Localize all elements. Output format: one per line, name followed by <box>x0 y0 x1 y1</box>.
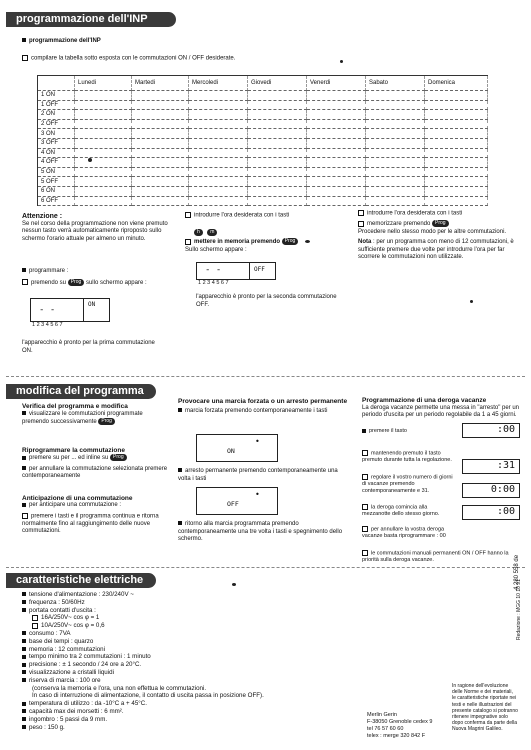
holiday-text: La deroga vacanze permette una messa in "arresto" per un periodo d'uscita per un periodo regolabile da 1 a 45 giorni. <box>362 404 520 418</box>
note-label: Nota <box>358 239 372 246</box>
bullet-icon <box>22 608 26 612</box>
forced-text3: ritorno alla marcia programmata premendo contemporaneamente una tre volta i tasti e spegnimento dello schermo. <box>178 521 343 542</box>
table-row <box>38 186 488 196</box>
col3-line2: memorizzare premendo <box>367 221 431 228</box>
bullet-icon <box>22 592 26 596</box>
characteristic-text: (conserva la memoria e l'ora, una non effettua le commutazioni. <box>32 684 207 692</box>
section-header-modifica: modifica del programma <box>6 384 156 399</box>
schedule-cell[interactable] <box>248 196 307 206</box>
checkbox-icon <box>185 212 191 218</box>
checkbox-icon <box>362 504 368 510</box>
schedule-cell[interactable] <box>132 186 189 196</box>
schedule-cell[interactable] <box>366 148 425 158</box>
schedule-cell[interactable] <box>366 129 425 139</box>
schedule-cell[interactable] <box>366 119 425 129</box>
attention-text: Se nel corso della programmazione non viene premuto nessun tasto verrà automaticamente riproposto sullo schermo l'orario attuale per almeno un minuto. <box>22 220 168 242</box>
bullet-icon <box>22 639 26 643</box>
schedule-cell[interactable] <box>75 177 132 187</box>
checkbox-icon <box>22 513 28 519</box>
schedule-cell[interactable] <box>75 119 132 129</box>
col2-step2 <box>185 238 350 254</box>
characteristic-item <box>22 646 352 654</box>
schedule-cell[interactable] <box>307 100 366 110</box>
checkbox-icon <box>362 450 368 456</box>
schedule-cell[interactable] <box>75 167 132 177</box>
col2-line3: Sullo schermo appare : <box>185 246 247 253</box>
schedule-cell[interactable] <box>307 138 366 148</box>
forced-title: Provocare una marcia forzata o un arresto permanente <box>178 398 348 405</box>
characteristic-text: memoria : 12 commutazioni <box>29 645 105 653</box>
schedule-cell[interactable] <box>425 138 488 148</box>
row-label: 5 ON <box>38 167 75 177</box>
day-header: Giovedi <box>248 76 307 91</box>
table-corner <box>38 76 75 91</box>
schedule-cell[interactable] <box>132 129 189 139</box>
characteristic-item <box>22 661 352 669</box>
schedule-cell[interactable] <box>366 138 425 148</box>
schedule-cell[interactable] <box>425 91 488 101</box>
schedule-cell[interactable] <box>132 196 189 206</box>
schedule-cell[interactable] <box>189 110 248 120</box>
schedule-cell[interactable] <box>189 91 248 101</box>
characteristic-item <box>22 599 352 607</box>
day-header: Sabato <box>366 76 425 91</box>
schedule-cell[interactable] <box>366 100 425 110</box>
attention-title: Attenzione : <box>22 213 63 220</box>
schedule-cell[interactable] <box>425 129 488 139</box>
characteristic-item <box>22 685 352 693</box>
characteristic-text: visualizzazione a cristalli liquidi <box>29 668 114 676</box>
bullet-icon <box>178 408 182 412</box>
address-line: Merlin Gerin <box>367 712 397 718</box>
characteristic-text: base dei tempi : quarzo <box>29 637 94 645</box>
holiday-step: premere il tasto <box>369 428 407 434</box>
col2-line1: introdurre l'ora desiderata con i tasti <box>194 212 290 219</box>
section-header-caratteristiche: caratteristiche elettriche <box>6 573 156 588</box>
prog-key-button[interactable]: Prog <box>98 418 115 425</box>
schedule-cell[interactable] <box>189 186 248 196</box>
schedule-cell[interactable] <box>248 158 307 168</box>
col3-line1: introdurre l'ora desiderata con i tasti <box>367 210 463 217</box>
side-code: Redazione : MGG 10 10 91 <box>516 579 522 640</box>
schedule-cell[interactable] <box>248 186 307 196</box>
schedule-cell[interactable] <box>248 177 307 187</box>
schedule-cell[interactable] <box>307 186 366 196</box>
holiday-title: Programmazione di una deroga vacanze <box>362 397 487 404</box>
lcd-state: ON <box>227 447 235 455</box>
schedule-cell[interactable] <box>425 148 488 158</box>
schedule-cell[interactable] <box>75 100 132 110</box>
forced-text3-wrap <box>178 521 348 544</box>
table-row <box>38 110 488 120</box>
verify-title: Verifica del programma e modifica <box>22 403 128 410</box>
characteristic-text: consumo : 7VA <box>29 629 71 637</box>
table-row <box>38 91 488 101</box>
schedule-cell[interactable] <box>366 186 425 196</box>
address-line: tel 76 57 60 60 <box>367 726 404 732</box>
characteristic-text: riserva di marcia : 100 ore <box>29 676 101 684</box>
characteristic-text: precisione : ± 1 secondo / 24 ore a 20°C. <box>29 661 142 669</box>
schedule-cell[interactable] <box>189 196 248 206</box>
characteristic-item <box>22 708 352 716</box>
lcd-state: OFF <box>227 500 239 508</box>
checkbox-icon <box>362 550 368 556</box>
address-line: F-38050 Grenoble cedex 9 <box>367 719 433 725</box>
characteristic-text: In caso di interruzione di alimentazione, il contatto di uscita passa in posizione OFF). <box>32 692 264 700</box>
bullet-icon <box>22 268 26 272</box>
schedule-cell[interactable] <box>425 110 488 120</box>
prog-key-button[interactable]: Prog <box>432 220 449 227</box>
schedule-cell[interactable] <box>425 196 488 206</box>
checkbox-icon <box>185 239 191 245</box>
hour-key-button[interactable]: h <box>194 229 203 236</box>
characteristic-item <box>22 607 352 615</box>
schedule-cell[interactable] <box>189 138 248 148</box>
bullet-icon <box>362 429 366 433</box>
schedule-table <box>37 75 488 206</box>
bullet-icon <box>22 717 26 721</box>
characteristic-text: ingombro : 5 passi da 9 mm. <box>29 715 108 723</box>
schedule-cell[interactable] <box>425 177 488 187</box>
checkbox-icon <box>358 210 364 216</box>
bullet-icon <box>22 38 26 42</box>
row-label: 3 ON <box>38 129 75 139</box>
day-header: Domenica <box>425 76 488 91</box>
schedule-cell[interactable] <box>425 119 488 129</box>
schedule-cell[interactable] <box>248 110 307 120</box>
bullet-icon <box>22 678 26 682</box>
lcd-days-2: 1 2 3 4 5 6 7 <box>198 280 229 286</box>
bullet-icon <box>22 466 26 470</box>
bullet-icon <box>22 670 26 674</box>
holiday-step: regolare il vostro numero di giorni di vacanze premendo contemporaneamente e 31. <box>362 474 453 495</box>
day-header: Venerdi <box>307 76 366 91</box>
lcd-dash: - - <box>39 305 56 315</box>
characteristic-item <box>22 622 352 630</box>
row-label: 3 OFF <box>38 138 75 148</box>
col2-step1 <box>185 212 350 220</box>
schedule-cell[interactable] <box>248 167 307 177</box>
row-label: 2 OFF <box>38 119 75 129</box>
schedule-cell[interactable] <box>132 100 189 110</box>
characteristic-text: tempo minimo tra 2 commutazioni : 1 minuto <box>29 653 151 661</box>
schedule-cell[interactable] <box>132 110 189 120</box>
prog-key-button[interactable]: Prog <box>110 454 127 461</box>
schedule-cell[interactable] <box>248 148 307 158</box>
characteristic-item <box>22 614 352 622</box>
schedule-cell[interactable] <box>248 129 307 139</box>
characteristic-text: temperatura di utilizzo : da -10°C a + 45°C. <box>29 700 147 708</box>
schedule-cell[interactable] <box>132 138 189 148</box>
lcd-display-7: 0:00 <box>462 483 520 498</box>
bullet-icon <box>22 655 26 659</box>
schedule-cell[interactable] <box>132 119 189 129</box>
schedule-cell[interactable] <box>75 196 132 206</box>
holiday-step: le commutazioni manuali permanenti ON / OFF hanno la priorità sulla deroga vacanze. <box>362 550 509 564</box>
schedule-cell[interactable] <box>189 177 248 187</box>
schedule-cell[interactable] <box>366 110 425 120</box>
characteristic-item <box>22 669 352 677</box>
table-row <box>38 148 488 158</box>
characteristic-item <box>22 700 352 708</box>
lcd-display-5: :00 <box>462 423 520 438</box>
row-label: 4 ON <box>38 148 75 158</box>
schedule-cell[interactable] <box>248 100 307 110</box>
row-label: 5 OFF <box>38 177 75 187</box>
prog-subheading-text: programmazione dell'INP <box>29 38 101 44</box>
bullet-icon <box>22 647 26 651</box>
characteristic-text: tensione d'alimentazione : 230/240V ~ <box>29 591 134 598</box>
verify-text: visualizzare le commutazioni programmate premendo successivamente <box>22 410 143 426</box>
holiday-step: per annullare la vostra deroga vacanze basta riprogrammare : 00 <box>362 526 446 540</box>
schedule-cell[interactable] <box>189 100 248 110</box>
col2-caption: l'apparecchio è pronto per la seconda commutazione OFF. <box>196 294 337 308</box>
characteristic-item <box>22 591 352 599</box>
bullet-icon <box>22 503 26 507</box>
table-row <box>38 167 488 177</box>
bullet-icon <box>22 456 26 460</box>
table-row <box>38 177 488 187</box>
col2-line2: mettere in memoria premendo <box>194 239 281 246</box>
lcd-display-8: :00 <box>462 505 520 520</box>
schedule-cell[interactable] <box>248 91 307 101</box>
forced-text1: marcia forzata premendo contemporaneamente i tasti <box>185 407 328 414</box>
lcd1-caption: l'apparecchio è pronto per la prima commutazione ON. <box>22 340 155 354</box>
holiday-step: mantenendo premuto il tasto premuto durante tutta la regolazione. <box>362 450 452 464</box>
schedule-cell[interactable] <box>75 148 132 158</box>
schedule-cell[interactable] <box>366 158 425 168</box>
day-header: Lunedi <box>75 76 132 91</box>
lcd-display-6: :31 <box>462 459 520 474</box>
prog-subheading <box>22 38 101 46</box>
holiday-block <box>362 397 522 420</box>
table-row <box>38 100 488 110</box>
schedule-cell[interactable] <box>189 129 248 139</box>
prog-instruction <box>22 55 235 63</box>
prog-key-button[interactable]: Prog <box>282 238 299 245</box>
schedule-cell[interactable] <box>189 148 248 158</box>
characteristics-list <box>22 591 352 731</box>
table-row <box>38 158 488 168</box>
row-label: 2 ON <box>38 110 75 120</box>
schedule-cell[interactable] <box>307 158 366 168</box>
checkbox-icon <box>362 474 368 480</box>
bullet-icon <box>22 631 26 635</box>
checkbox-icon <box>362 526 368 532</box>
characteristic-item <box>22 638 352 646</box>
schedule-cell[interactable] <box>132 167 189 177</box>
lcd-days-1: 1 2 3 4 5 6 7 <box>32 322 63 328</box>
bullet-icon <box>32 615 38 621</box>
characteristic-item <box>22 692 352 700</box>
schedule-cell[interactable] <box>425 186 488 196</box>
schedule-cell[interactable] <box>307 119 366 129</box>
schedule-cell[interactable] <box>189 167 248 177</box>
antic-text2: premere i tasti e il programma continua e ritorna normalmente fino al raggiungimento delle nuove commutazioni. <box>22 513 159 535</box>
day-header: Martedi <box>132 76 189 91</box>
address-block <box>367 712 447 740</box>
antic-text1: per anticipare una commutazione : <box>29 502 122 509</box>
schedule-cell[interactable] <box>425 167 488 177</box>
schedule-cell[interactable] <box>248 138 307 148</box>
reprog-title: Riprogrammare la commutazione <box>22 446 125 454</box>
bullet-icon <box>22 702 26 706</box>
schedule-cell[interactable] <box>132 158 189 168</box>
antic-title: Anticipazione di una commutazione <box>22 494 133 502</box>
schedule-cell[interactable] <box>75 91 132 101</box>
programmare-block <box>22 268 172 287</box>
schedule-cell[interactable] <box>307 110 366 120</box>
forced-text2: arresto permanente premendo contemporaneamente una volta i tasti <box>178 468 338 482</box>
section-header-programmazione: programmazione dell'INP <box>6 12 176 27</box>
checkbox-icon <box>22 55 28 61</box>
lcd-state: ON <box>88 301 96 308</box>
day-header: Mercoledi <box>189 76 248 91</box>
schedule-cell[interactable] <box>307 167 366 177</box>
lcd-display-3: • ON <box>196 434 278 462</box>
schedule-cell[interactable] <box>75 110 132 120</box>
schedule-cell[interactable] <box>132 91 189 101</box>
table-row <box>38 129 488 139</box>
characteristic-text: portata contatti d'uscita : <box>29 606 96 614</box>
row-label: 1 OFF <box>38 100 75 110</box>
schedule-cell[interactable] <box>425 158 488 168</box>
bullet-icon <box>22 411 26 415</box>
forced-block <box>178 398 348 415</box>
row-label: 1 ON <box>38 91 75 101</box>
schedule-cell[interactable] <box>75 186 132 196</box>
address-line: telex : merge 320 842 F <box>367 733 426 739</box>
schedule-cell[interactable] <box>307 129 366 139</box>
lcd-display-4: • OFF <box>196 487 278 515</box>
bullet-icon <box>178 521 182 525</box>
characteristic-item <box>22 724 352 732</box>
lcd-display-2 <box>196 262 276 280</box>
disclaimer: In ragione dell'evoluzione delle Norme e dei materiali, le caratteristiche riportate nei testi e nelle illustrazioni del presente catalogo si potranno ritenere impegnative solo dopo conferma da parte della Nuova Magrini Galileo. <box>452 683 518 733</box>
characteristic-text: capacità max dei morsetti : 6 mm². <box>29 707 124 715</box>
prog-instruction-text: compilare la tabella sotto esposta con le commutazioni ON / OFF desiderate. <box>31 55 236 62</box>
characteristic-text: frequenza : 50/60Hz <box>29 598 85 606</box>
bullet-icon <box>32 623 38 629</box>
schedule-cell[interactable] <box>307 148 366 158</box>
col3-line3: Procedere nello stesso modo per le altre commutazioni. <box>358 228 507 235</box>
schedule-cell[interactable] <box>307 177 366 187</box>
schedule-cell[interactable] <box>248 119 307 129</box>
ref-code: 4 280 558 de <box>514 554 520 590</box>
characteristic-text: 16A/250V~ cos φ = 1 <box>41 614 100 622</box>
row-label: 6 OFF <box>38 196 75 206</box>
sullo-text: sullo schermo appare : <box>85 279 147 286</box>
row-label: 4 OFF <box>38 158 75 168</box>
attention-block <box>22 213 172 243</box>
schedule-cell[interactable] <box>75 138 132 148</box>
bullet-icon <box>178 468 182 472</box>
prog-key-button[interactable]: Prog <box>68 279 85 286</box>
characteristic-text: peso : 150 g. <box>29 723 65 731</box>
bullet-icon <box>22 709 26 713</box>
reprog-text2: per annullare la commutazione selezionata premere contemporaneamente <box>22 465 168 480</box>
lcd-state: OFF <box>254 266 265 273</box>
schedule-cell[interactable] <box>425 100 488 110</box>
holiday-step: la deroga comincia alla mezzanotte dello stesso giorno. <box>362 504 440 518</box>
characteristic-item <box>22 630 352 638</box>
schedule-cell[interactable] <box>189 158 248 168</box>
schedule-cell[interactable] <box>307 91 366 101</box>
verify-block <box>22 403 170 536</box>
schedule-cell[interactable] <box>189 119 248 129</box>
forced-text2-wrap <box>178 468 348 483</box>
premendo-text: premendo su <box>31 279 67 286</box>
lcd-display-1 <box>30 298 110 322</box>
schedule-cell[interactable] <box>366 167 425 177</box>
schedule-cell[interactable] <box>366 196 425 206</box>
table-row <box>38 196 488 206</box>
characteristic-text: 10A/250V~ cos φ = 0,6 <box>41 622 105 630</box>
bullet-icon <box>22 725 26 729</box>
reprog-text1: premere su per ... ed inline su <box>29 455 109 462</box>
checkbox-icon <box>22 279 28 285</box>
schedule-cell[interactable] <box>366 177 425 187</box>
bullet-icon <box>22 600 26 604</box>
bullet-icon <box>22 663 26 667</box>
schedule-cell[interactable] <box>75 158 132 168</box>
schedule-cell[interactable] <box>132 148 189 158</box>
schedule-cell[interactable] <box>307 196 366 206</box>
programmare-label: programmare : <box>29 268 69 274</box>
characteristic-item <box>22 716 352 724</box>
schedule-cell[interactable] <box>75 129 132 139</box>
table-row <box>38 138 488 148</box>
schedule-cell[interactable] <box>366 91 425 101</box>
lcd-dash: - - <box>205 265 222 275</box>
table-row <box>38 119 488 129</box>
characteristic-item <box>22 653 352 661</box>
checkbox-icon <box>358 221 364 227</box>
note-text: : per un programma con meno di 12 commutazioni, è sufficiente premere due volte per introdurre l'ora per far scorrere le commutazioni non utilizzate. <box>358 239 514 261</box>
minute-key-button[interactable]: m <box>207 229 217 236</box>
characteristic-item <box>22 677 352 685</box>
schedule-cell[interactable] <box>132 177 189 187</box>
row-label: 6 ON <box>38 186 75 196</box>
col3-block <box>358 210 518 262</box>
